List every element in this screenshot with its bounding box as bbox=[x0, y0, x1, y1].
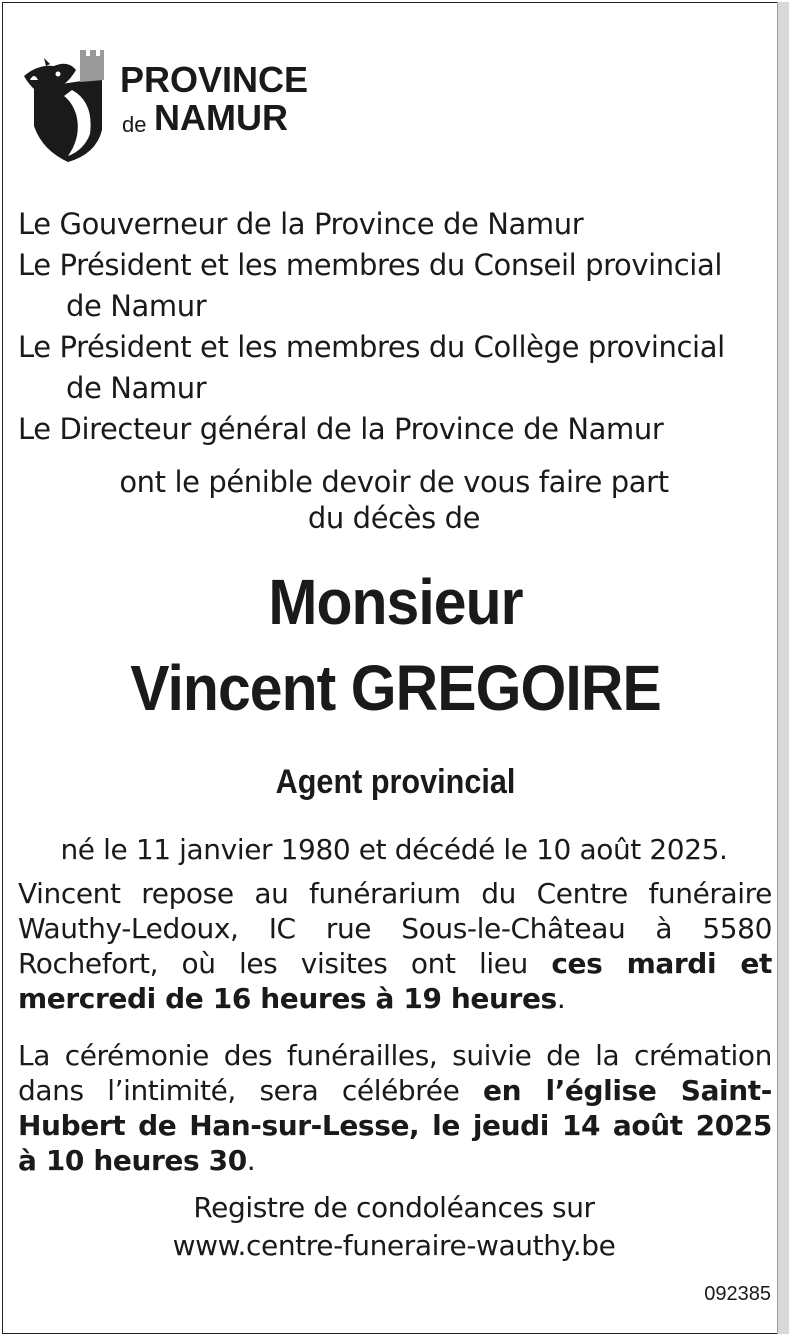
logo-province-text: PROVINCE bbox=[120, 59, 309, 100]
ceremony-paragraph bbox=[18, 1038, 772, 1178]
sender-line: Le Président et les membres du Conseil provincial bbox=[18, 248, 722, 282]
logo-de-text: de bbox=[122, 112, 147, 137]
sender-line: Le Gouverneur de la Province de Namur bbox=[18, 207, 584, 241]
deceased-name: Vincent GREGOIRE bbox=[130, 652, 661, 724]
sender-line: Le Président et les membres du Collège provincial bbox=[18, 330, 725, 364]
sender-line: de Namur bbox=[66, 289, 207, 323]
ceremony-text: La cérémonie des funérailles, suivie de la crémation dans l’intimité, sera célébrée bbox=[18, 1039, 772, 1107]
reference-number: 092385 bbox=[704, 1283, 771, 1305]
boar-crest-icon bbox=[24, 50, 108, 165]
logo-namur-text: NAMUR bbox=[154, 97, 288, 138]
senders-list bbox=[18, 204, 768, 450]
deceased-role: Agent provincial bbox=[275, 763, 516, 801]
intro-line-1: ont le pénible devoir de vous faire part bbox=[119, 465, 669, 499]
side-strip bbox=[777, 2, 789, 1334]
ceremony-end: . bbox=[246, 1144, 256, 1177]
sender-line: de Namur bbox=[66, 371, 207, 405]
birth-death-dates: né le 11 janvier 1980 et décédé le 10 août 2025. bbox=[60, 833, 728, 866]
visitation-times: ces mardi et mercredi de 16 heures à 19 heures bbox=[18, 947, 772, 1015]
visitation-text: Vincent repose au funérarium du Centre funéraire Wauthy-Ledoux, IC rue Sous-le-Château à 5580 Rochefort, où les visites ont lieu bbox=[18, 877, 772, 980]
intro-line-2: du décès de bbox=[307, 501, 481, 535]
visitation-end: . bbox=[556, 982, 566, 1015]
province-logo bbox=[24, 50, 314, 165]
deceased-title: Monsieur bbox=[268, 566, 523, 638]
visitation-paragraph bbox=[18, 876, 772, 1016]
ceremony-details: en l’église Saint-Hubert de Han-sur-Lesse, le jeudi 14 août 2025 à 10 heures 30 bbox=[18, 1074, 772, 1177]
condolence-register-url: www.centre-funeraire-wauthy.be bbox=[172, 1229, 616, 1262]
condolence-register-label: Registre de condoléances sur bbox=[193, 1191, 595, 1224]
sender-line: Le Directeur général de la Province de Namur bbox=[18, 412, 664, 446]
